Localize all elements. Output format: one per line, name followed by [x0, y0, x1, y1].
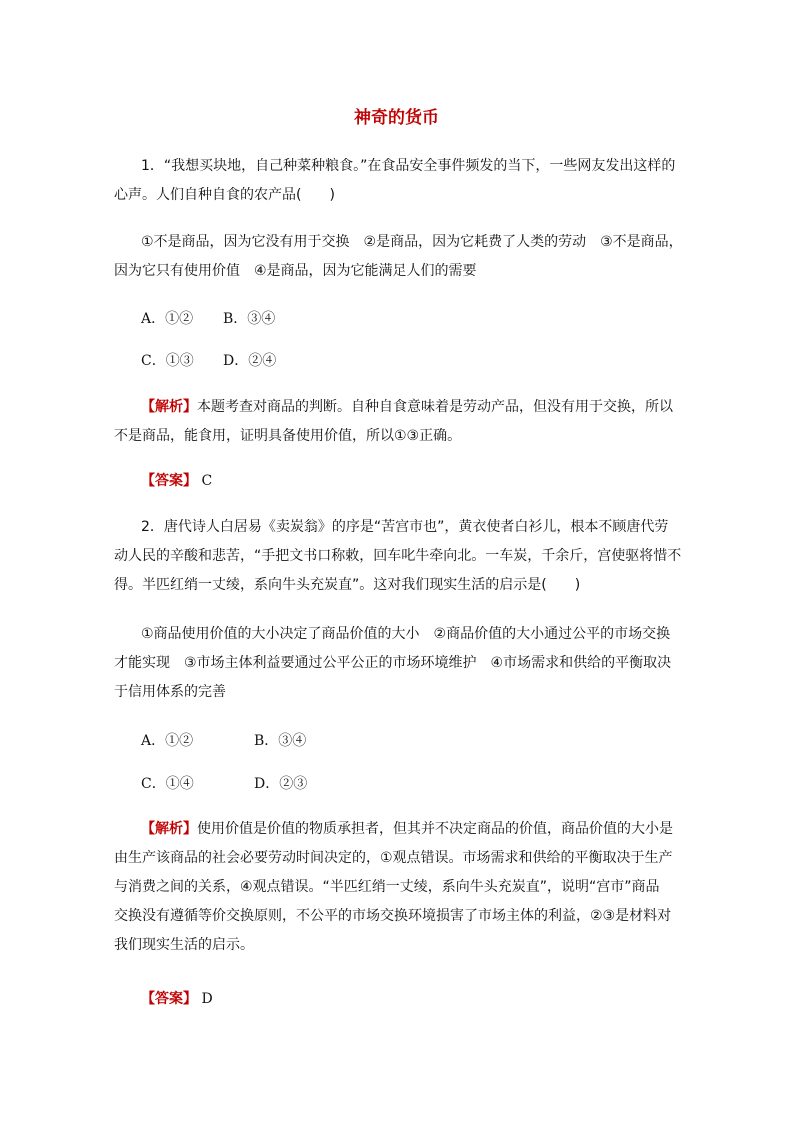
question-1-analysis	[114, 393, 684, 451]
option-b: B．③④	[223, 311, 276, 327]
option-d: D．②④	[223, 353, 277, 369]
answer-label: 【答案】	[141, 991, 197, 1007]
stem-line: 动人民的辛酸和悲苦，“手把文书口称敕，回车叱牛牵向北。一车炭，千余斤，宫使驱将惜不	[114, 548, 682, 564]
answer-label: 【答案】	[141, 473, 197, 489]
question-1-answer	[114, 467, 684, 496]
analysis-label: 【解析】	[141, 821, 197, 837]
question-2-options-row-1	[114, 727, 684, 756]
stem-line: 2．唐代诗人白居易《卖炭翁》的序是“苦宫市也”，黄衣使者白衫儿，根本不顾唐代劳	[141, 519, 669, 535]
answer-value: D	[201, 991, 213, 1007]
statement-line: 于信用体系的完善	[114, 684, 226, 700]
stem-line: 心声。人们自种自食的农产品( )	[114, 187, 335, 203]
question-1-statements	[114, 228, 684, 286]
analysis-line: 本题考查对商品的判断。自种自食意味着是劳动产品，但没有用于交换，所以	[197, 399, 673, 415]
statement-line: 才能实现 ③市场主体利益要通过公平公正的市场环境维护 ④市场需求和供给的平衡取决	[114, 655, 672, 671]
statement-line: ①不是商品，因为它没有用于交换 ②是商品，因为它耗费了人类的劳动 ③不是商品，	[141, 234, 683, 250]
option-a: A．①②	[141, 733, 194, 749]
option-a: A．①②	[141, 311, 194, 327]
question-2-answer	[114, 985, 684, 1014]
option-d: D．②③	[254, 776, 308, 792]
question-1-stem	[114, 152, 684, 210]
question-1-options-row-1	[114, 305, 684, 334]
option-c: C．①③	[141, 353, 194, 369]
question-1-options-row-2	[114, 347, 684, 376]
question-2-analysis	[114, 815, 684, 960]
statement-line: 因为它只有使用价值 ④是商品，因为它能满足人们的需要	[114, 263, 477, 279]
stem-line: 1．“我想买块地，自己种菜种粮食。”在食品安全事件频发的当下，一些网友发出这样的	[141, 158, 676, 174]
answer-value: C	[201, 473, 213, 489]
option-c: C．①④	[141, 776, 194, 792]
stem-line: 得。半匹红绡一丈绫，系向牛头充炭直”。这对我们现实生活的启示是( )	[114, 577, 581, 593]
analysis-line: 我们现实生活的启示。	[114, 937, 254, 953]
analysis-line: 使用价值是价值的物质承担者，但其并不决定商品的价值，商品价值的大小是	[197, 821, 673, 837]
option-b: B．③④	[254, 733, 307, 749]
question-2-statements	[114, 620, 684, 707]
analysis-line: 不是商品，能食用，证明具备使用价值，所以①③正确。	[114, 428, 462, 444]
statement-line: ①商品使用价值的大小决定了商品价值的大小 ②商品价值的大小通过公平的市场交换	[141, 626, 671, 642]
analysis-line: 与消费之间的关系，④观点错误。“半匹红绡一丈绫，系向牛头充炭直”，说明“宫市”商品	[114, 879, 660, 895]
page-title: 神奇的货币	[354, 108, 439, 128]
question-2-stem	[114, 513, 684, 600]
analysis-line: 交换没有遵循等价交换原则，不公平的市场交换环境损害了市场主体的利益，②③是材料对	[114, 908, 672, 924]
question-2-options-row-2	[114, 770, 684, 799]
analysis-line: 由生产该商品的社会必要劳动时间决定的，①观点错误。市场需求和供给的平衡取决于生产	[114, 850, 673, 866]
analysis-label: 【解析】	[141, 399, 197, 415]
